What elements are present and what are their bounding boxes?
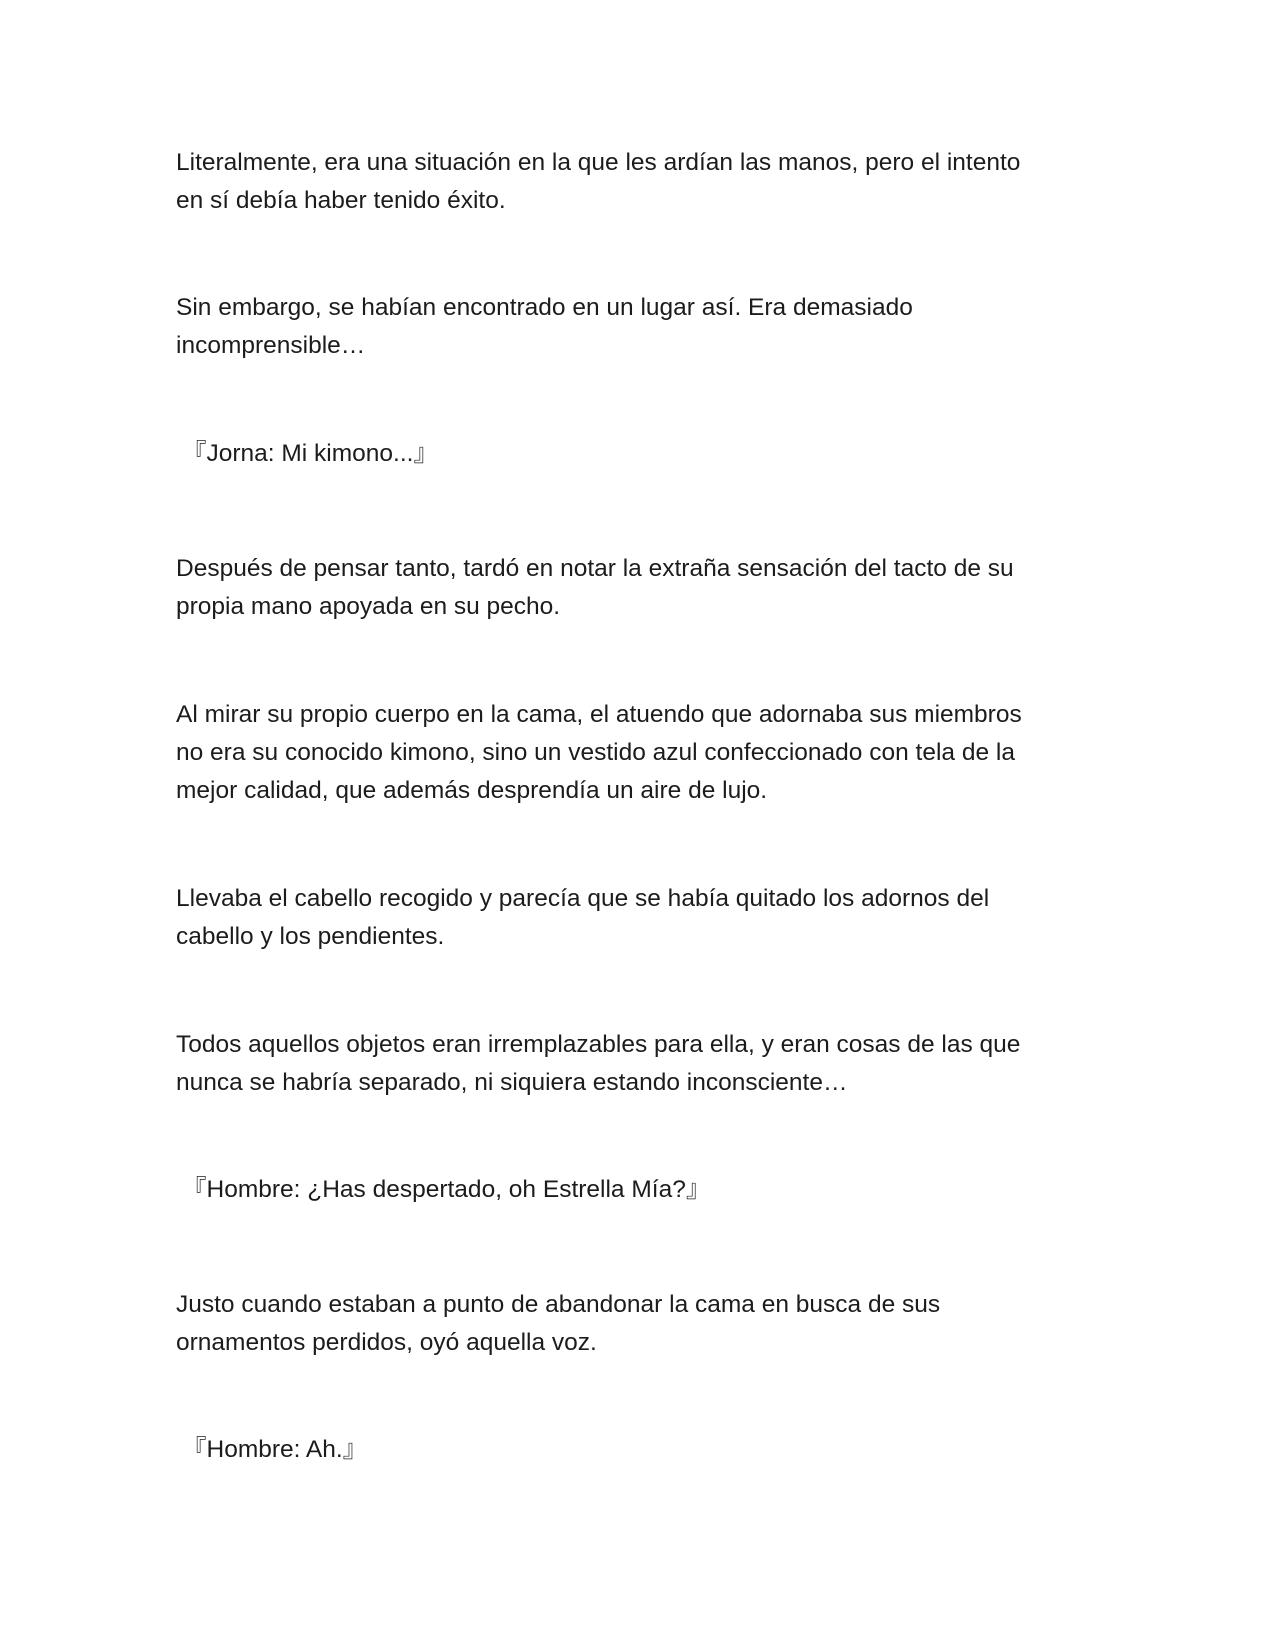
paragraph-4 xyxy=(176,696,1106,810)
text-line: Sin embargo, se habían encontrado en un lugar así. Era demasiado xyxy=(176,294,913,321)
text-line: cabello y los pendientes. xyxy=(176,923,445,950)
text-line: en sí debía haber tenido éxito. xyxy=(176,187,506,214)
text-line: Literalmente, era una situación en la que les ardían las manos, pero el intento xyxy=(176,149,1021,176)
dialogue-line-1 xyxy=(182,435,1112,473)
paragraph-6 xyxy=(176,1026,1106,1102)
text-line: 『Hombre: ¿Has despertado, oh Estrella Mía?』 xyxy=(182,1176,711,1203)
text-line: Todos aquellos objetos eran irremplazables para ella, y eran cosas de las que xyxy=(176,1031,1021,1058)
paragraph-3 xyxy=(176,550,1106,626)
text-line: ornamentos perdidos, oyó aquella voz. xyxy=(176,1329,597,1356)
text-line: propia mano apoyada en su pecho. xyxy=(176,593,561,620)
text-line: Al mirar su propio cuerpo en la cama, el atuendo que adornaba sus miembros xyxy=(176,701,1022,728)
dialogue-line-2 xyxy=(182,1171,1112,1209)
text-line: 『Hombre: Ah.』 xyxy=(182,1436,368,1463)
text-line: mejor calidad, que además desprendía un aire de lujo. xyxy=(176,777,768,804)
text-line: 『Jorna: Mi kimono...』 xyxy=(182,440,438,467)
text-line: incomprensible… xyxy=(176,332,366,359)
text-line: nunca se habría separado, ni siquiera estando inconsciente… xyxy=(176,1069,848,1096)
paragraph-1 xyxy=(176,144,1106,220)
text-line: Llevaba el cabello recogido y parecía que se había quitado los adornos del xyxy=(176,885,990,912)
text-line: no era su conocido kimono, sino un vestido azul confeccionado con tela de la xyxy=(176,739,1015,766)
paragraph-2 xyxy=(176,289,1106,365)
text-line: Justo cuando estaban a punto de abandonar la cama en busca de sus xyxy=(176,1291,941,1318)
paragraph-7 xyxy=(176,1286,1106,1362)
text-line: Después de pensar tanto, tardó en notar la extraña sensación del tacto de su xyxy=(176,555,1014,582)
paragraph-5 xyxy=(176,880,1106,956)
dialogue-line-3 xyxy=(182,1431,1112,1469)
